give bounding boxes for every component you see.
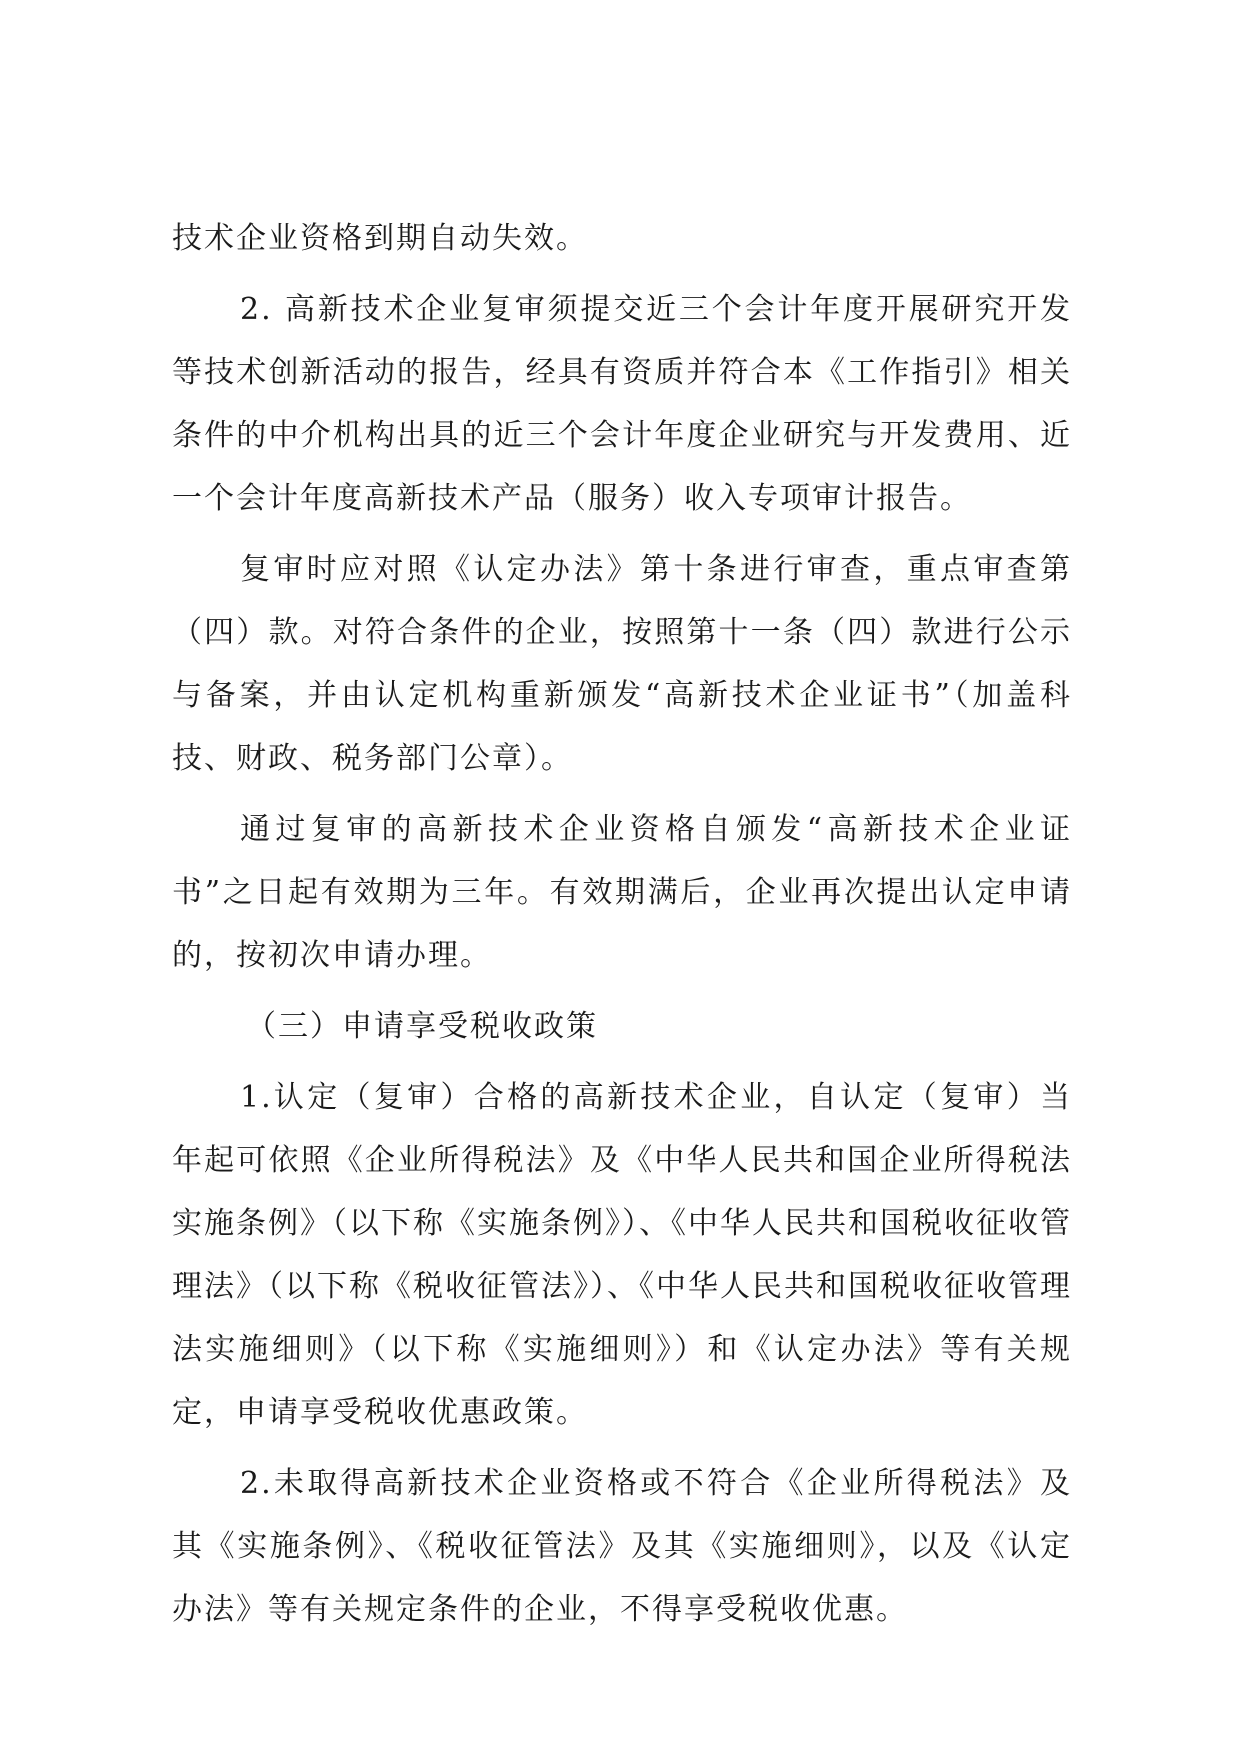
paragraph-continuation: 技术企业资格到期自动失效。 xyxy=(172,221,588,256)
paragraph-review-criteria: 复审时应对照《认定办法》第十条进行审查，重点审查第（四）款。对符合条件的企业，按照第十一条（四）款进行公示与备案，并由认定机构重新颁发“高新技术企业证书”（加盖科技、财政、税务部门公章）。 xyxy=(172,552,1072,776)
document-body xyxy=(172,207,1072,1649)
paragraph-tax-ineligibility: 2.未取得高新技术企业资格或不符合《企业所得税法》及其《实施条例》、《税收征管法》及其《实施细则》，以及《认定办法》等有关规定条件的企业，不得享受税收优惠。 xyxy=(172,1466,1072,1627)
paragraph-validity-period: 通过复审的高新技术企业资格自颁发“高新技术企业证书”之日起有效期为三年。有效期满后，企业再次提出认定申请的，按初次申请办理。 xyxy=(172,812,1072,973)
paragraph-tax-eligibility: 1.认定（复审）合格的高新技术企业，自认定（复审）当年起可依照《企业所得税法》及《中华人民共和国企业所得税法实施条例》（以下称《实施条例》）、《中华人民共和国税收征收管理法》（以下称《税收征管法》）、《中华人民共和国税收征收管理法实施细则》（以下称《实施细则》）和《认定办法》等有关规定，申请享受税收优惠政策。 xyxy=(172,1080,1072,1430)
section-heading-tax-policy: （三）申请享受税收政策 xyxy=(246,1009,598,1044)
paragraph-review-materials: 2. 高新技术企业复审须提交近三个会计年度开展研究开发等技术创新活动的报告，经具有资质并符合本《工作指引》相关条件的中介机构出具的近三个会计年度企业研究与开发费用、近一个会计年度高新技术产品（服务）收入专项审计报告。 xyxy=(172,292,1072,516)
